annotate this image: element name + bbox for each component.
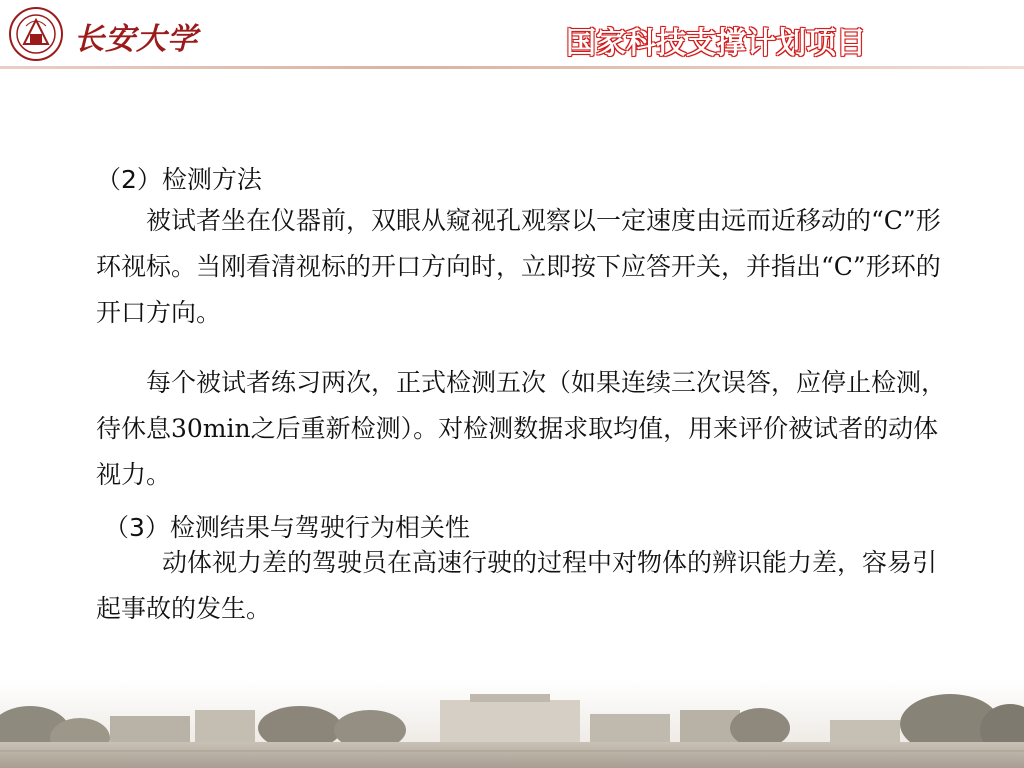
campus-panorama-image: [0, 680, 1024, 768]
section-heading-2: （2）检测方法: [96, 165, 262, 194]
paragraph-procedure: 每个被试者练习两次，正式检测五次（如果连续三次误答，应停止检测，待休息30min之后重新检测）。对检测数据求取均值，用来评价被试者的动体视力。: [96, 368, 947, 489]
university-seal-icon: [8, 6, 64, 62]
university-name: 长安大学: [74, 22, 198, 57]
header-divider: [0, 66, 1024, 69]
section-heading-3: （3）检测结果与驾驶行为相关性: [104, 513, 470, 542]
paragraph-method: 被试者坐在仪器前，双眼从窥视孔观察以一定速度由远而近移动的“C”形环视标。当刚看清视标的开口方向时，立即按下应答开关，并指出“C”形环的开口方向。: [96, 206, 941, 327]
project-title: 国家科技支撑计划项目: [566, 26, 866, 61]
slide-header: [0, 0, 1024, 72]
paragraph-results: 动体视力差的驾驶员在高速行驶的过程中对物体的辨识能力差，容易引起事故的发生。: [96, 548, 938, 623]
